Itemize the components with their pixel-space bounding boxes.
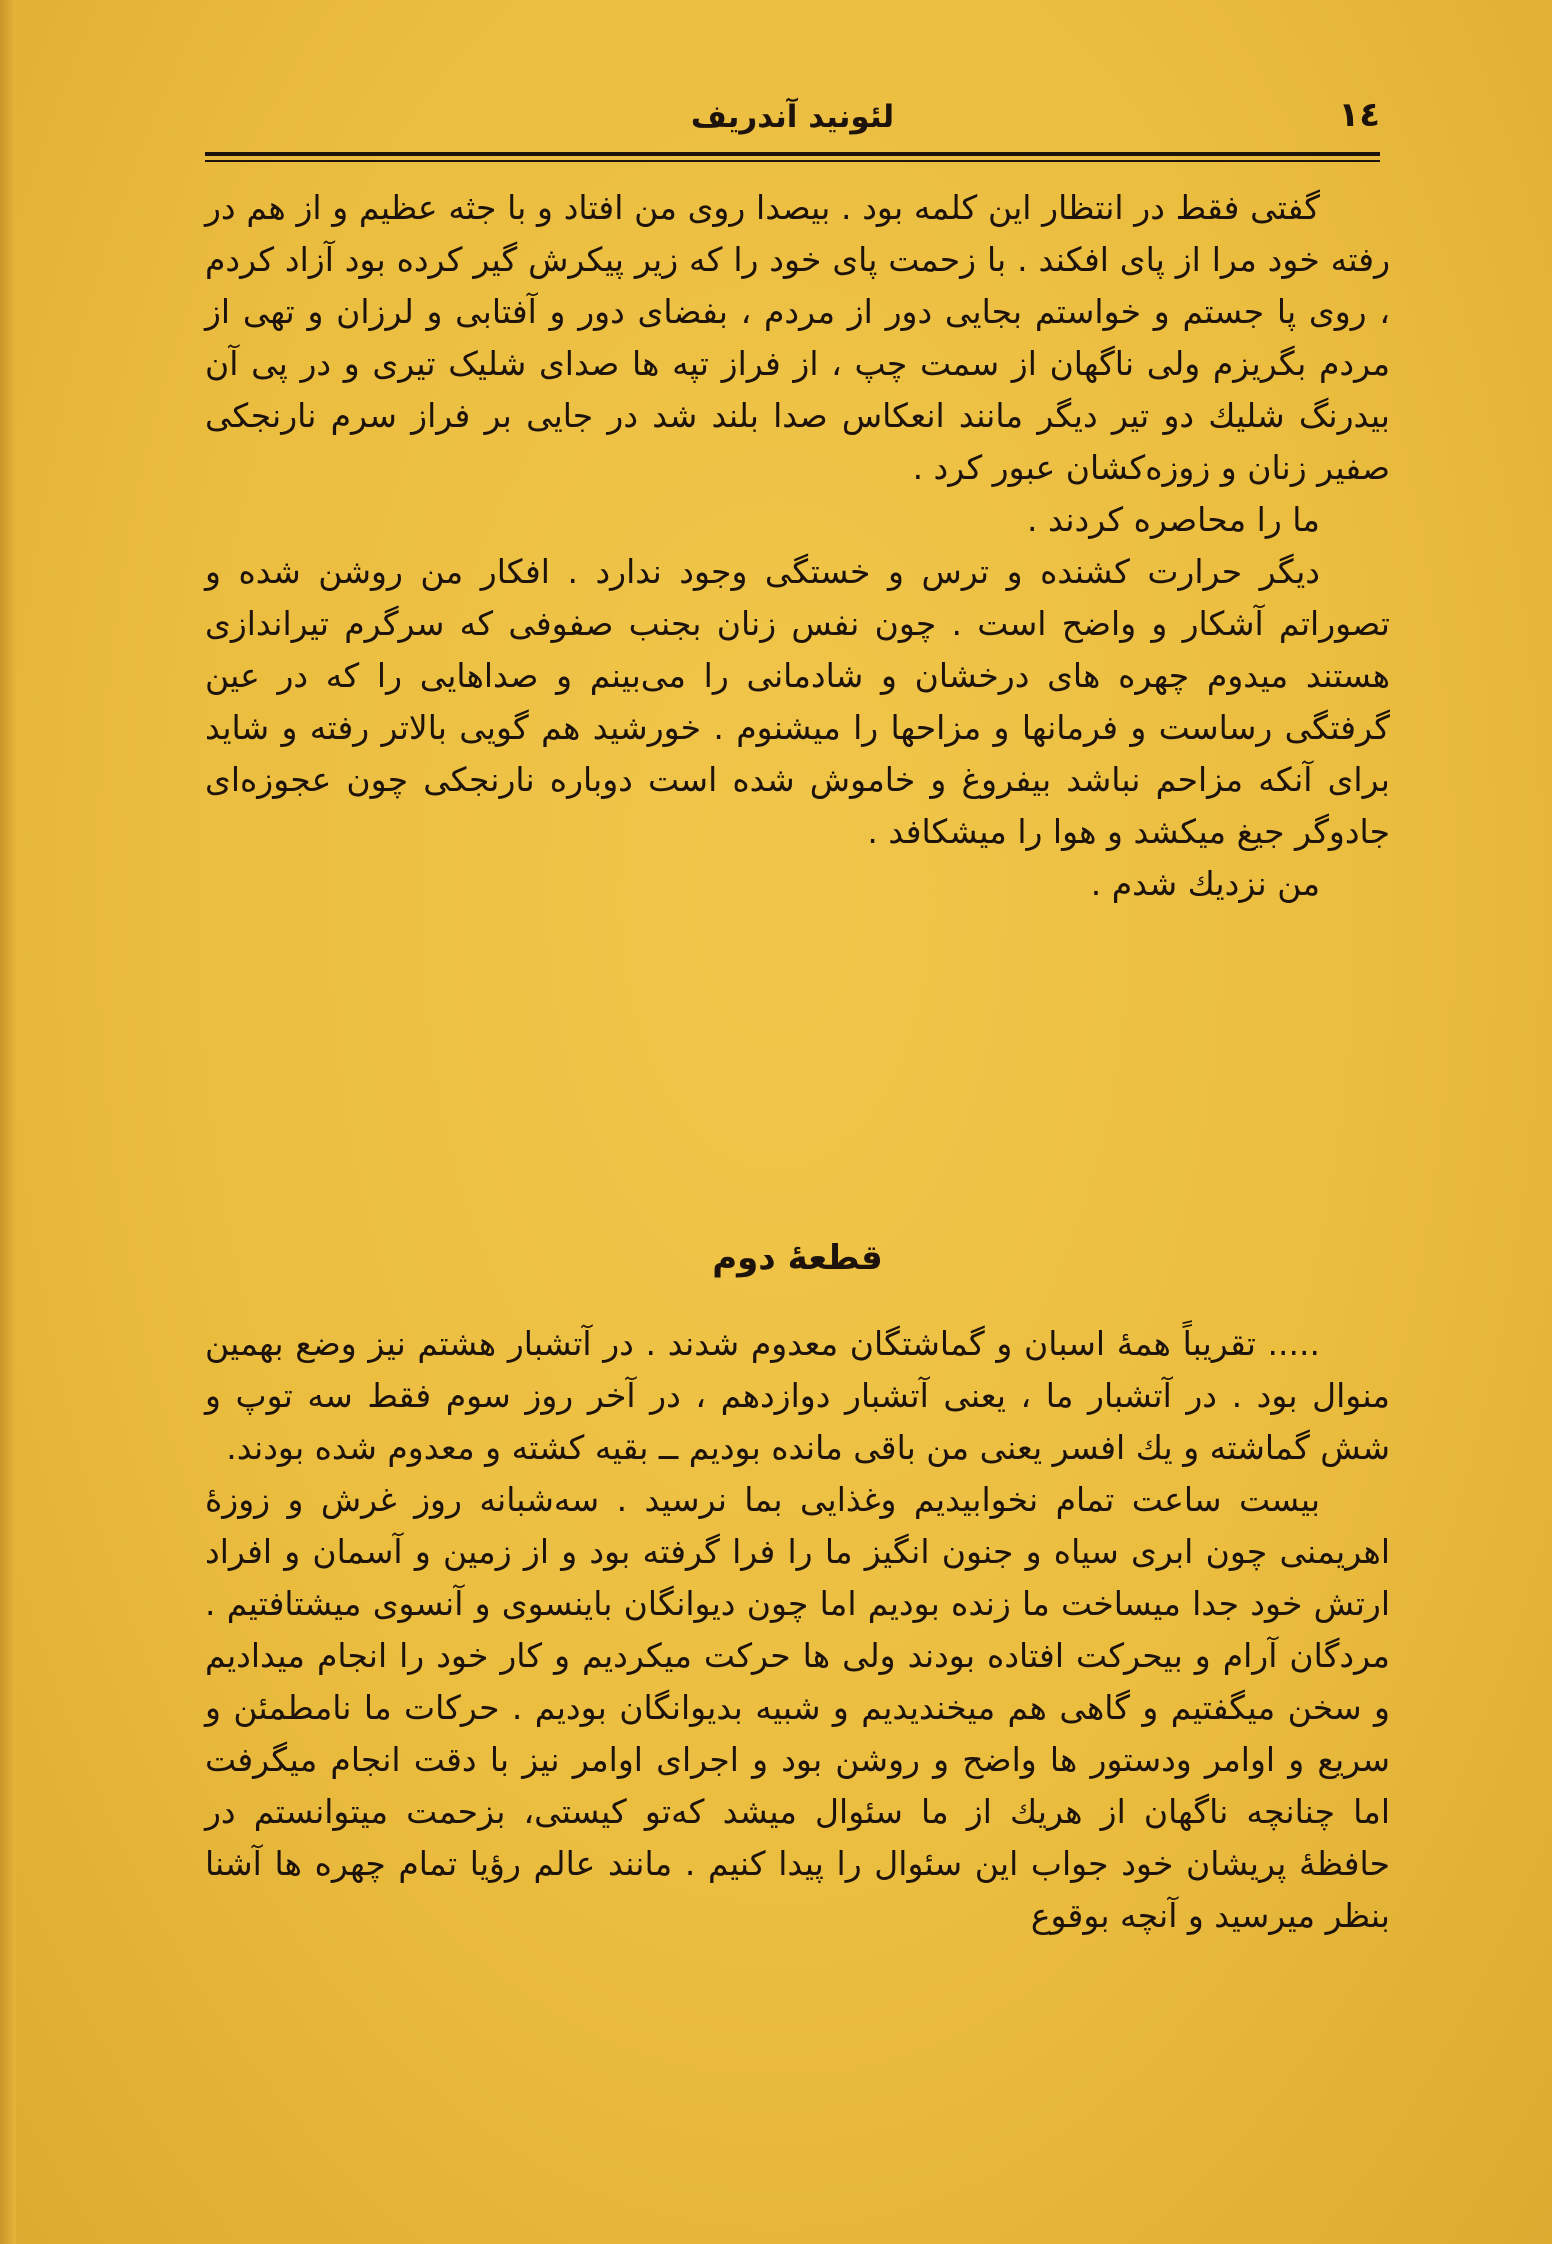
section-heading: قطعهٔ دوم [712,1238,883,1278]
running-title: لئونید آندریف [690,99,895,135]
header-rule-thin [205,160,1380,162]
page-edge [0,0,16,2244]
page-number: ١٤ [1338,95,1380,135]
paragraph: بیست ساعت تمام نخوابیدیم وغذایی بما نرسید . سه‌شبانه روز غرش و زوزهٔ اهریمنی چون ابری سیاه و جنون انگیز ما را فرا گرفته بود و از زمین و آسمان و افراد ارتش خود جدا میساخت ما زنده بودیم اما چون دیوانگان باینسوی و آنسوی میشتافتیم . مردگان آرام و بیحرکت افتاده بودند ولی ها حرکت میکردیم و کار خود را انجام میدادیم و سخن میگفتیم و گاهی هم میخندیدیم و شبیه بدیوانگان بودیم . حرکات ما نامطمئن و سریع و اوامر ودستور ها واضح و روشن بود و اجرای اوامر نیز با دقت انجام میگرفت اما چنانچه ناگهان از هریك از ما سئوال میشد که‌تو کیستی، بزحمت میتوانستم در حافظهٔ پریشان خود جواب این سئوال را پیدا کنیم . مانند عالم رؤیا تمام چهره ها آشنا بنظر میرسید و آنچه بوقوع [205,1480,1390,1935]
paragraph: ما را محاصره کردند . [1027,500,1320,539]
paragraph: گفتی فقط در انتظار این کلمه بود . بیصدا روی من افتاد و با جثه عظیم و از هم در رفته خود مرا از پای افکند . با زحمت پای خود را که زیر پیکرش گیر کرده بود آزاد کردم ، روی پا جستم و خواستم بجایی دور از مردم ، بفضای دور و آفتابی و لرزان و تهی از مردم بگریزم ولی ناگهان از سمت چپ ، از فراز تپه ها صدای شلیک تیری و در پی آن بیدرنگ شلیك دو تیر دیگر مانند انعکاس صدا بلند شد در جایی بر فراز سرم نارنجکی صفیر زنان و زوزه‌کشان عبور کرد . [205,188,1390,487]
section-1-body [205,182,1390,910]
paragraph: دیگر حرارت کشنده و ترس و خستگی وجود ندارد . افکار من روشن شده و تصوراتم آشکار و واضح است . چون نفس زنان بجنب صفوفی که سرگرم تیراندازی هستند میدوم چهره های درخشان و شادمانی را می‌بینم و صداهایی را که در عین گرفتگی رساست و فرمانها و مزاحها را میشنوم . خورشید هم گویی بالاتر رفته و شاید برای آنکه مزاحم نباشد بیفروغ و خاموش شده است دوباره نارنجکی چون عجوزه‌ای جادوگر جیغ میکشد و هوا را میشکافد . [205,552,1390,851]
header-rule-thick [205,152,1380,156]
paragraph: من نزدیك شدم . [1090,864,1320,903]
paragraph: ..... تقریباً همهٔ اسبان و گماشتگان معدوم شدند . در آتشبار هشتم نیز وضع بهمین منوال بود . در آتشبار ما ، یعنی آتشبار دوازدهم ، در آخر روز سوم فقط سه توپ و شش گماشته و یك افسر یعنی من باقی مانده بودیم ــ بقیه کشته و معدوم شده بودند. [205,1324,1390,1467]
page-header [205,95,1380,145]
section-2-body [205,1318,1390,1942]
